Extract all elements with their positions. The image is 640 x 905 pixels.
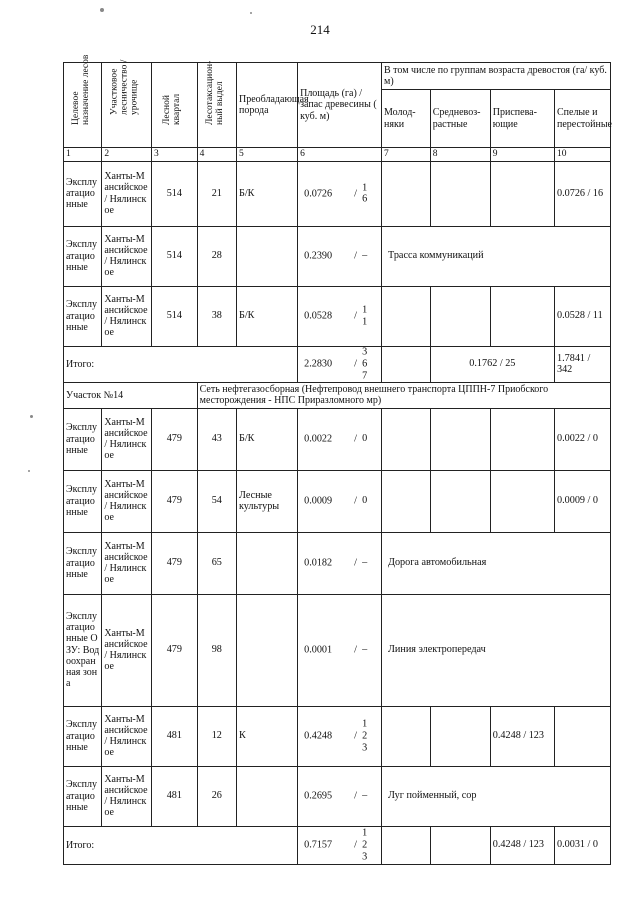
column-number: 7	[382, 148, 431, 162]
kvartal-cell: 479	[152, 532, 198, 594]
vydel-cell: 38	[197, 286, 236, 346]
kvartal-cell: 479	[152, 408, 198, 470]
area-separator: /	[354, 495, 357, 507]
area-separator: /	[354, 557, 357, 569]
stock-value: 1 2 3	[362, 718, 368, 753]
header-forestry: Участковое лесничество / урочище	[102, 63, 152, 148]
mature-cell: 0.0528 / 11	[554, 286, 610, 346]
stock-value: 1 2 3	[362, 827, 368, 862]
header-row	[64, 63, 611, 90]
scan-speck	[100, 8, 104, 12]
forestry-cell: Ханты-Мансийское / Нялинское	[102, 594, 152, 706]
stock-value: –	[362, 644, 368, 656]
area-value: 0.0182	[304, 557, 333, 569]
middle-cell	[430, 470, 490, 532]
area-stock-cell	[298, 706, 382, 766]
vydel-cell: 26	[197, 766, 236, 826]
area-value: 0.2695	[304, 790, 333, 802]
kvartal-cell: 514	[152, 161, 198, 226]
forestry-cell: Ханты-Мансийское / Нялинское	[102, 532, 152, 594]
area-stock-cell	[298, 766, 382, 826]
land-note: Луг пойменный, сор	[382, 766, 611, 826]
vydel-cell: 54	[197, 470, 236, 532]
land-note: Линия электропередач	[382, 594, 611, 706]
area-separator: /	[354, 310, 357, 322]
species-cell	[236, 532, 297, 594]
middle-cell	[430, 161, 490, 226]
total-row	[64, 826, 611, 864]
premature-cell: 0.4248 / 123	[490, 826, 554, 864]
column-number: 4	[197, 148, 236, 162]
stock-value: –	[362, 250, 368, 262]
header-premature: Приспева-ющие	[490, 90, 554, 148]
total-label: Итого:	[64, 346, 298, 382]
total-row	[64, 346, 611, 382]
scan-speck	[28, 470, 30, 472]
vydel-cell: 98	[197, 594, 236, 706]
land-note: Трасса коммуникаций	[382, 226, 611, 286]
area-stock-cell	[298, 161, 382, 226]
table-row	[64, 594, 611, 706]
column-number: 3	[152, 148, 198, 162]
species-cell: Лесные культуры	[236, 470, 297, 532]
premature-cell	[490, 161, 554, 226]
header-mature: Спелые и перестойные	[554, 90, 610, 148]
stock-value: 3 6 7	[362, 346, 368, 381]
species-cell: Б/К	[236, 161, 297, 226]
table-row	[64, 706, 611, 766]
table-row	[64, 766, 611, 826]
area-stock-cell	[298, 408, 382, 470]
purpose-cell: Эксплуатационные	[64, 766, 102, 826]
area-separator: /	[354, 433, 357, 445]
purpose-cell: Эксплуатационные	[64, 226, 102, 286]
area-stock-cell	[298, 286, 382, 346]
premature-cell	[490, 470, 554, 532]
stock-value: 0	[362, 433, 368, 445]
section-header-row	[64, 382, 611, 408]
middle-cell	[430, 286, 490, 346]
total-label: Итого:	[64, 826, 298, 864]
header-age-groups: В том числе по группам возраста древостоя (га/ куб. м)	[382, 63, 611, 90]
young-cell	[382, 408, 431, 470]
forestry-cell: Ханты-Мансийское / Нялинское	[102, 286, 152, 346]
stock-value: 0	[362, 495, 368, 507]
column-number: 6	[298, 148, 382, 162]
scan-speck	[30, 415, 33, 418]
column-number: 10	[554, 148, 610, 162]
middle-cell: 0.1762 / 25	[430, 346, 554, 382]
header-area: Площадь (га) / запас древесины ( куб. м)	[298, 63, 382, 148]
area-value: 0.0528	[304, 310, 333, 322]
vydel-cell: 28	[197, 226, 236, 286]
vydel-cell: 65	[197, 532, 236, 594]
kvartal-cell: 479	[152, 470, 198, 532]
area-stock-cell	[298, 226, 382, 286]
kvartal-cell: 479	[152, 594, 198, 706]
section-title: Участок №14	[64, 382, 198, 408]
header-middle: Средневоз-растные	[430, 90, 490, 148]
area-separator: /	[354, 187, 357, 199]
young-cell	[382, 706, 431, 766]
premature-cell	[490, 408, 554, 470]
header-kvartal: Лесной квартал	[152, 63, 198, 148]
purpose-cell: Эксплуатационные	[64, 706, 102, 766]
area-value: 0.4248	[304, 730, 333, 742]
scan-speck	[250, 12, 252, 14]
column-number: 5	[236, 148, 297, 162]
vydel-cell: 12	[197, 706, 236, 766]
mature-cell: 0.0031 / 0	[554, 826, 610, 864]
area-separator: /	[354, 730, 357, 742]
purpose-cell: Эксплуатационные	[64, 408, 102, 470]
table-row	[64, 532, 611, 594]
stock-value: –	[362, 790, 368, 802]
area-value: 0.0022	[304, 433, 333, 445]
area-stock-cell	[298, 470, 382, 532]
young-cell	[382, 346, 431, 382]
kvartal-cell: 481	[152, 766, 198, 826]
area-separator: /	[354, 790, 357, 802]
forestry-cell: Ханты-Мансийское / Нялинское	[102, 706, 152, 766]
table-row	[64, 286, 611, 346]
mature-cell: 0.0726 / 16	[554, 161, 610, 226]
purpose-cell: Эксплуатационные	[64, 286, 102, 346]
area-value: 0.0726	[304, 187, 333, 199]
species-cell: Б/К	[236, 286, 297, 346]
premature-cell	[490, 286, 554, 346]
area-stock-cell	[298, 346, 382, 382]
premature-cell: 0.4248 / 123	[490, 706, 554, 766]
species-cell	[236, 766, 297, 826]
forestry-cell: Ханты-Мансийское / Нялинское	[102, 766, 152, 826]
section-description: Сеть нефтегазосборная (Нефтепровод внешнего транспорта ЦППН-7 Приобского месторождения - НПС Приразломного мр)	[197, 382, 610, 408]
area-value: 2.2830	[304, 358, 333, 370]
kvartal-cell: 481	[152, 706, 198, 766]
stock-value: –	[362, 557, 368, 569]
area-value: 0.7157	[304, 839, 333, 851]
header-species: Преобладающая порода	[236, 63, 297, 148]
kvartal-cell: 514	[152, 226, 198, 286]
mature-cell	[554, 706, 610, 766]
middle-cell	[430, 408, 490, 470]
vydel-cell: 43	[197, 408, 236, 470]
purpose-cell: Эксплуатационные	[64, 532, 102, 594]
kvartal-cell: 514	[152, 286, 198, 346]
mature-cell: 0.0022 / 0	[554, 408, 610, 470]
mature-cell: 1.7841 / 342	[554, 346, 610, 382]
area-separator: /	[354, 358, 357, 370]
area-stock-cell	[298, 594, 382, 706]
forestry-cell: Ханты-Мансийское / Нялинское	[102, 408, 152, 470]
area-value: 0.0009	[304, 495, 333, 507]
species-cell	[236, 226, 297, 286]
header-young: Молод-няки	[382, 90, 431, 148]
species-cell: Б/К	[236, 408, 297, 470]
area-stock-cell	[298, 826, 382, 864]
header-vydel: Лесотаксацион-ный выдел	[197, 63, 236, 148]
column-number: 2	[102, 148, 152, 162]
column-number-row	[64, 148, 611, 162]
species-cell: К	[236, 706, 297, 766]
page-number: 214	[310, 22, 330, 37]
species-cell	[236, 594, 297, 706]
stock-value: 1 6	[362, 181, 368, 205]
column-number: 1	[64, 148, 102, 162]
forest-table	[63, 54, 612, 865]
area-separator: /	[354, 839, 357, 851]
land-note: Дорога автомобильная	[382, 532, 611, 594]
column-number: 8	[430, 148, 490, 162]
forestry-cell: Ханты-Мансийское / Нялинское	[102, 161, 152, 226]
purpose-cell: Эксплуатационные	[64, 470, 102, 532]
header-purpose: Целевое назначение лесов	[64, 63, 102, 148]
column-number: 9	[490, 148, 554, 162]
young-cell	[382, 286, 431, 346]
middle-cell	[430, 826, 490, 864]
purpose-cell: Эксплуатационные ОЗУ: Водоохранная зона	[64, 594, 102, 706]
middle-cell	[430, 706, 490, 766]
table-row	[64, 161, 611, 226]
young-cell	[382, 470, 431, 532]
area-value: 0.2390	[304, 250, 333, 262]
mature-cell: 0.0009 / 0	[554, 470, 610, 532]
vydel-cell: 21	[197, 161, 236, 226]
forestry-cell: Ханты-Мансийское / Нялинское	[102, 226, 152, 286]
table-row	[64, 470, 611, 532]
young-cell	[382, 826, 431, 864]
table-row	[64, 226, 611, 286]
area-separator: /	[354, 250, 357, 262]
stock-value: 1 1	[362, 304, 368, 328]
purpose-cell: Эксплуатационные	[64, 161, 102, 226]
area-stock-cell	[298, 532, 382, 594]
young-cell	[382, 161, 431, 226]
area-separator: /	[354, 644, 357, 656]
forestry-cell: Ханты-Мансийское / Нялинское	[102, 470, 152, 532]
table-row	[64, 408, 611, 470]
area-value: 0.0001	[304, 644, 333, 656]
